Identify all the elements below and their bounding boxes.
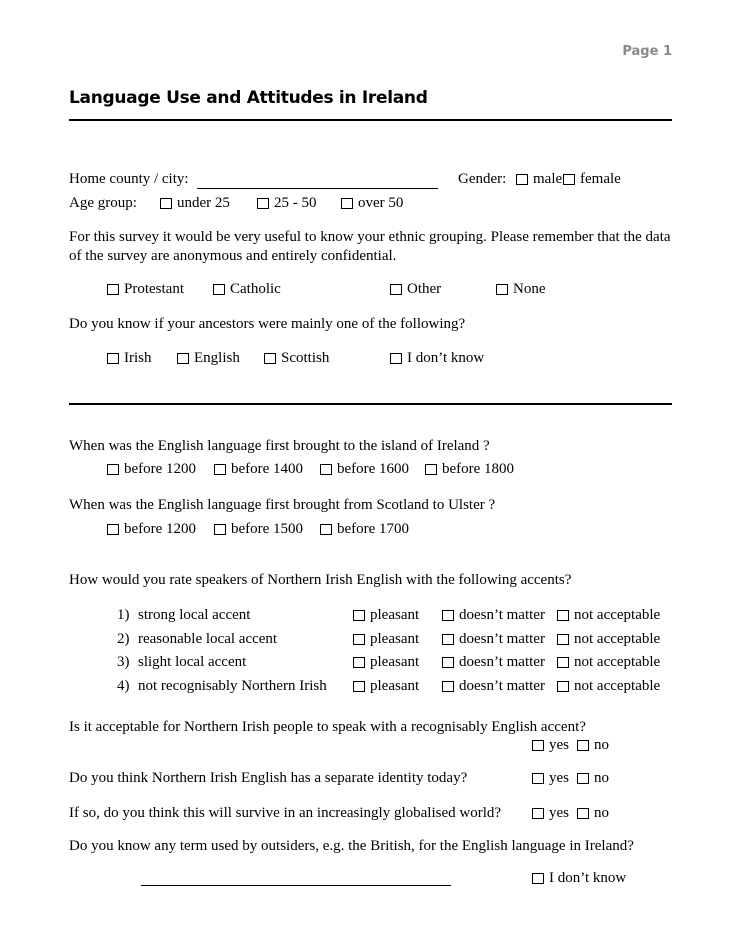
option-label: Protestant (124, 280, 184, 297)
accent1-rating-pleasant[interactable] (353, 607, 419, 623)
ancestors-option-english[interactable] (177, 350, 240, 366)
checkbox-icon[interactable] (442, 634, 454, 645)
outsiders-term-input-line[interactable] (141, 885, 451, 886)
ethnic-option-none[interactable] (496, 281, 546, 297)
option-label: before 1800 (442, 460, 515, 477)
checkbox-icon[interactable] (532, 773, 544, 784)
ancestors-option-scottish[interactable] (264, 350, 329, 366)
ulster-option-before-1700[interactable] (320, 521, 409, 537)
checkbox-icon[interactable] (320, 464, 332, 475)
accent-row-2 (0, 631, 740, 648)
checkbox-icon[interactable] (577, 808, 589, 819)
ulster-question-row (0, 497, 740, 514)
identity-option-yes[interactable] (532, 770, 569, 786)
option-label: before 1400 (231, 460, 304, 477)
checkbox-icon[interactable] (341, 198, 353, 209)
age-option-25-50[interactable] (257, 195, 317, 211)
page-title: Language Use and Attitudes in Ireland (69, 88, 428, 108)
ulster-options-row (0, 521, 740, 538)
globalised-question: If so, do you think this will survive in an increasingly globalised world? (69, 805, 502, 821)
accent-item-number: 1) (117, 607, 130, 623)
ethnic-option-other[interactable] (390, 281, 441, 297)
ethnic-options-row (0, 281, 740, 298)
option-label: I don’t know (407, 349, 485, 366)
island-option-before-1200[interactable] (107, 461, 196, 477)
acceptable-question: Is it acceptable for Northern Irish people to speak with a recognisably English accent? (69, 719, 586, 735)
ethnic-option-catholic[interactable] (213, 281, 281, 297)
accent-question: How would you rate speakers of Northern Irish English with the following accents? (69, 572, 572, 588)
checkbox-icon[interactable] (160, 198, 172, 209)
checkbox-icon[interactable] (557, 634, 569, 645)
island-options-row (0, 461, 740, 478)
ethnic-option-protestant[interactable] (107, 281, 184, 297)
option-label: before 1500 (231, 520, 304, 537)
checkbox-icon[interactable] (177, 353, 189, 364)
checkbox-icon[interactable] (107, 524, 119, 535)
accent-item-label: strong local accent (138, 607, 251, 623)
ancestors-option-irish[interactable] (107, 350, 152, 366)
checkbox-icon[interactable] (442, 657, 454, 668)
option-label: before 1200 (124, 460, 197, 477)
island-option-before-1600[interactable] (320, 461, 409, 477)
checkbox-icon[interactable] (257, 198, 269, 209)
accent4-rating-not-acceptable[interactable] (557, 678, 660, 694)
option-label: yes (549, 736, 569, 753)
option-label: English (194, 349, 240, 366)
accent-row-4 (0, 678, 740, 695)
checkbox-icon[interactable] (577, 740, 589, 751)
age-option-under-25[interactable] (160, 195, 230, 211)
accent-question-row (0, 572, 740, 589)
accent3-rating-pleasant[interactable] (353, 654, 419, 670)
checkbox-icon[interactable] (107, 464, 119, 475)
accent-item-number: 4) (117, 678, 130, 694)
checkbox-icon[interactable] (425, 464, 437, 475)
option-label: male (533, 170, 563, 187)
gender-option-male[interactable] (516, 171, 562, 187)
option-label: before 1200 (124, 520, 197, 537)
title-divider (69, 119, 672, 121)
checkbox-icon[interactable] (442, 610, 454, 621)
checkbox-icon[interactable] (532, 873, 544, 884)
identity-option-no[interactable] (577, 770, 609, 786)
option-label: doesn’t matter (459, 653, 545, 670)
option-label: under 25 (177, 194, 230, 211)
option-label: not acceptable (574, 630, 661, 647)
option-label: doesn’t matter (459, 677, 545, 694)
option-label: not acceptable (574, 606, 661, 623)
accent2-rating-pleasant[interactable] (353, 631, 419, 647)
accent4-rating-pleasant[interactable] (353, 678, 419, 694)
age-option-over-50[interactable] (341, 195, 403, 211)
checkbox-icon[interactable] (353, 610, 365, 621)
option-label: pleasant (370, 677, 420, 694)
accent-row-1 (0, 607, 740, 624)
option-label: yes (549, 769, 569, 786)
page-number: Page 1 (622, 44, 672, 59)
ancestors-question: Do you know if your ancestors were mainly one of the following? (69, 316, 466, 332)
identity-question-row (0, 770, 740, 787)
option-label: before 1600 (337, 460, 410, 477)
option-label: pleasant (370, 653, 420, 670)
accent-item-number: 2) (117, 631, 130, 647)
accent1-rating-not-acceptable[interactable] (557, 607, 660, 623)
gender-label: Gender: (458, 171, 507, 187)
outsiders-answer-row (0, 870, 740, 887)
acceptable-option-yes[interactable] (532, 737, 569, 753)
checkbox-icon[interactable] (563, 174, 575, 185)
ulster-option-before-1500[interactable] (214, 521, 303, 537)
accent3-rating-not-acceptable[interactable] (557, 654, 660, 670)
checkbox-icon[interactable] (532, 808, 544, 819)
option-label: no (594, 769, 609, 786)
option-label: not acceptable (574, 653, 661, 670)
checkbox-icon[interactable] (353, 634, 365, 645)
option-label: None (513, 280, 546, 297)
ancestors-option-dont-know[interactable] (390, 350, 484, 366)
ethnic-intro-paragraph: For this survey it would be very useful to know your ethnic grouping. Please remember that the data of the survey are anonymous and entirely confidential. (69, 229, 671, 264)
option-label: not acceptable (574, 677, 661, 694)
option-label: Irish (124, 349, 152, 366)
checkbox-icon[interactable] (107, 284, 119, 295)
home-county-input-line[interactable] (197, 188, 438, 189)
checkbox-icon[interactable] (532, 740, 544, 751)
option-label: doesn’t matter (459, 606, 545, 623)
acceptable-option-no[interactable] (577, 737, 609, 753)
island-question-row (0, 438, 740, 455)
accent2-rating-not-acceptable[interactable] (557, 631, 660, 647)
accent1-rating-doesnt-matter[interactable] (442, 607, 545, 623)
checkbox-icon[interactable] (264, 353, 276, 364)
outsiders-question-row (0, 838, 740, 855)
checkbox-icon[interactable] (320, 524, 332, 535)
checkbox-icon[interactable] (214, 464, 226, 475)
checkbox-icon[interactable] (516, 174, 528, 185)
accent-item-label: reasonable local accent (138, 631, 278, 647)
checkbox-icon[interactable] (214, 524, 226, 535)
age-group-row (0, 195, 740, 212)
home-gender-row (0, 171, 740, 188)
acceptable-yesno-row (0, 737, 740, 754)
checkbox-icon[interactable] (390, 284, 402, 295)
section-divider (69, 403, 672, 405)
checkbox-icon[interactable] (496, 284, 508, 295)
checkbox-icon[interactable] (390, 353, 402, 364)
accent3-rating-doesnt-matter[interactable] (442, 654, 545, 670)
checkbox-icon[interactable] (353, 657, 365, 668)
outsiders-option-dont-know[interactable] (532, 870, 626, 886)
island-option-before-1400[interactable] (214, 461, 303, 477)
option-label: pleasant (370, 606, 420, 623)
checkbox-icon[interactable] (442, 681, 454, 692)
globalised-option-no[interactable] (577, 805, 609, 821)
option-label: 25 - 50 (274, 194, 317, 211)
option-label: no (594, 804, 609, 821)
checkbox-icon[interactable] (107, 353, 119, 364)
option-label: I don’t know (549, 869, 627, 886)
acceptable-question-row (0, 719, 740, 736)
island-option-before-1800[interactable] (425, 461, 514, 477)
identity-question: Do you think Northern Irish English has a separate identity today? (69, 770, 468, 786)
option-label: before 1700 (337, 520, 410, 537)
accent-item-label: slight local accent (138, 654, 247, 670)
ulster-option-before-1200[interactable] (107, 521, 196, 537)
checkbox-icon[interactable] (577, 773, 589, 784)
checkbox-icon[interactable] (213, 284, 225, 295)
outsiders-question: Do you know any term used by outsiders, e.g. the British, for the English language in Ireland? (69, 838, 634, 854)
option-label: doesn’t matter (459, 630, 545, 647)
accent-item-label: not recognisably Northern Irish (138, 678, 327, 694)
accent4-rating-doesnt-matter[interactable] (442, 678, 545, 694)
accent2-rating-doesnt-matter[interactable] (442, 631, 545, 647)
age-group-label: Age group: (69, 195, 137, 211)
ancestors-options-row (0, 350, 740, 367)
home-county-label: Home county / city: (69, 171, 189, 187)
option-label: yes (549, 804, 569, 821)
gender-option-female[interactable] (563, 171, 621, 187)
option-label: Scottish (281, 349, 330, 366)
globalised-question-row (0, 805, 740, 822)
accent-row-3 (0, 654, 740, 671)
checkbox-icon[interactable] (557, 657, 569, 668)
option-label: no (594, 736, 609, 753)
ulster-question: When was the English language first brought from Scotland to Ulster ? (69, 497, 496, 513)
globalised-option-yes[interactable] (532, 805, 569, 821)
option-label: Catholic (230, 280, 281, 297)
checkbox-icon[interactable] (353, 681, 365, 692)
option-label: pleasant (370, 630, 420, 647)
option-label: Other (407, 280, 442, 297)
ancestors-question-row (0, 316, 740, 333)
checkbox-icon[interactable] (557, 610, 569, 621)
option-label: female (580, 170, 621, 187)
island-question: When was the English language first brought to the island of Ireland ? (69, 438, 490, 454)
option-label: over 50 (358, 194, 404, 211)
accent-item-number: 3) (117, 654, 130, 670)
checkbox-icon[interactable] (557, 681, 569, 692)
